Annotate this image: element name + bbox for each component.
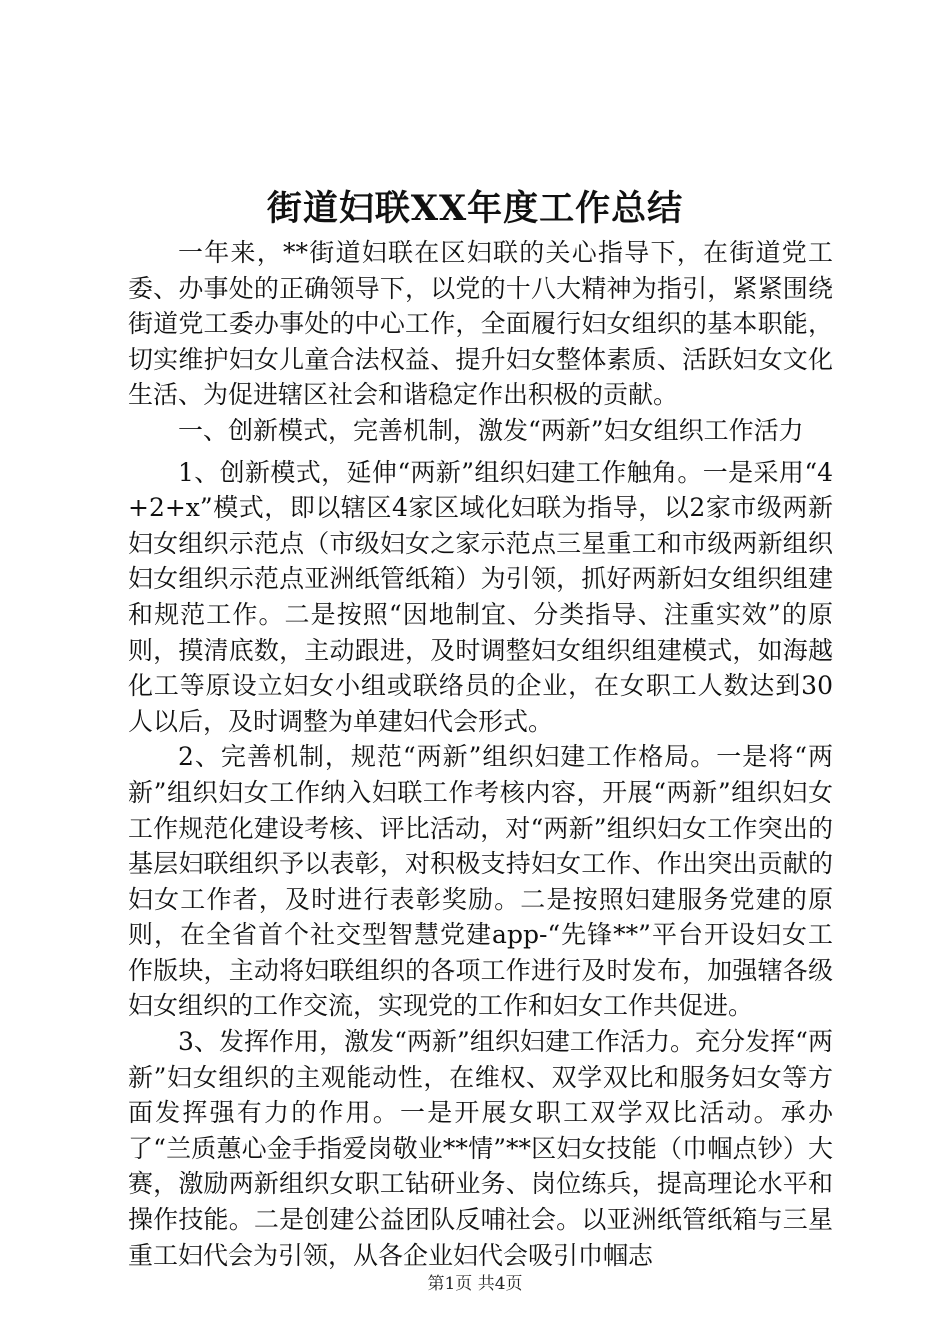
paragraph-item-2: 2、完善机制，规范“两新”组织妇建工作格局。一是将“两新”组织妇女工作纳入妇联工作考核内容，开展“两新”组织妇女工作规范化建设考核、评比活动，对“两新”组织妇女工作突出的基层妇联组织予以表彰，对积极支持妇女工作、作出突出贡献的妇女工作者，及时进行表彰奖励。二是按照妇建服务党建的原则，在全省首个社交型智慧党建app-“先锋**”平台开设妇女工作版块，主动将妇联组织的各项工作进行及时发布，加强辖各级妇女组织的工作交流，实现党的工作和妇女工作共促进。 bbox=[128, 742, 833, 1021]
paragraph-item-1: 1、创新模式，延伸“两新”组织妇建工作触角。一是采用“4+2+x”模式，即以辖区4家区域化妇联为指导，以2家市级两新妇女组织示范点（市级妇女之家示范点三星重工和市级两新组织妇女组织示范点亚洲纸管纸箱）为引领，抓好两新妇女组织组建和规范工作。二是按照“因地制宜、分类指导、注重实效”的原则，摸清底数，主动跟进，及时调整妇女组织组建模式，如海越化工等原设立妇女小组或联络员的企业，在女职工人数达到30人以后，及时调整为单建妇代会形式。 bbox=[128, 457, 833, 736]
paragraph-item-3: 3、发挥作用，激发“两新”组织妇建工作活力。充分发挥“两新”妇女组织的主观能动性，在维权、双学双比和服务妇女等方面发挥强有力的作用。一是开展女职工双学双比活动。承办了“兰质蕙心金手指爱岗敬业**情”**区妇女技能（巾帼点钞）大赛，激励两新组织女职工钻研业务、岗位练兵，提高理论水平和操作技能。二是创建公益团队反哺社会。以亚洲纸管纸箱与三星重工妇代会为引领，从各企业妇代会吸引巾帼志 bbox=[128, 1027, 833, 1270]
page-footer: 第1页 共4页 bbox=[427, 1274, 523, 1294]
intro-paragraph: 一年来，**街道妇联在区妇联的关心指导下，在街道党工委、办事处的正确领导下，以党的十八大精神为指引，紧紧围绕街道党工委办事处的中心工作，全面履行妇女组织的基本职能，切实维护妇女儿童合法权益、提升妇女整体素质、活跃妇女文化生活、为促进辖区社会和谐稳定作出积极的贡献。 bbox=[128, 238, 833, 410]
document-body bbox=[128, 235, 833, 1273]
document-title: 街道妇联XX年度工作总结 bbox=[266, 188, 684, 229]
section-heading: 一、创新模式，完善机制，激发“两新”妇女组织工作活力 bbox=[178, 415, 804, 445]
